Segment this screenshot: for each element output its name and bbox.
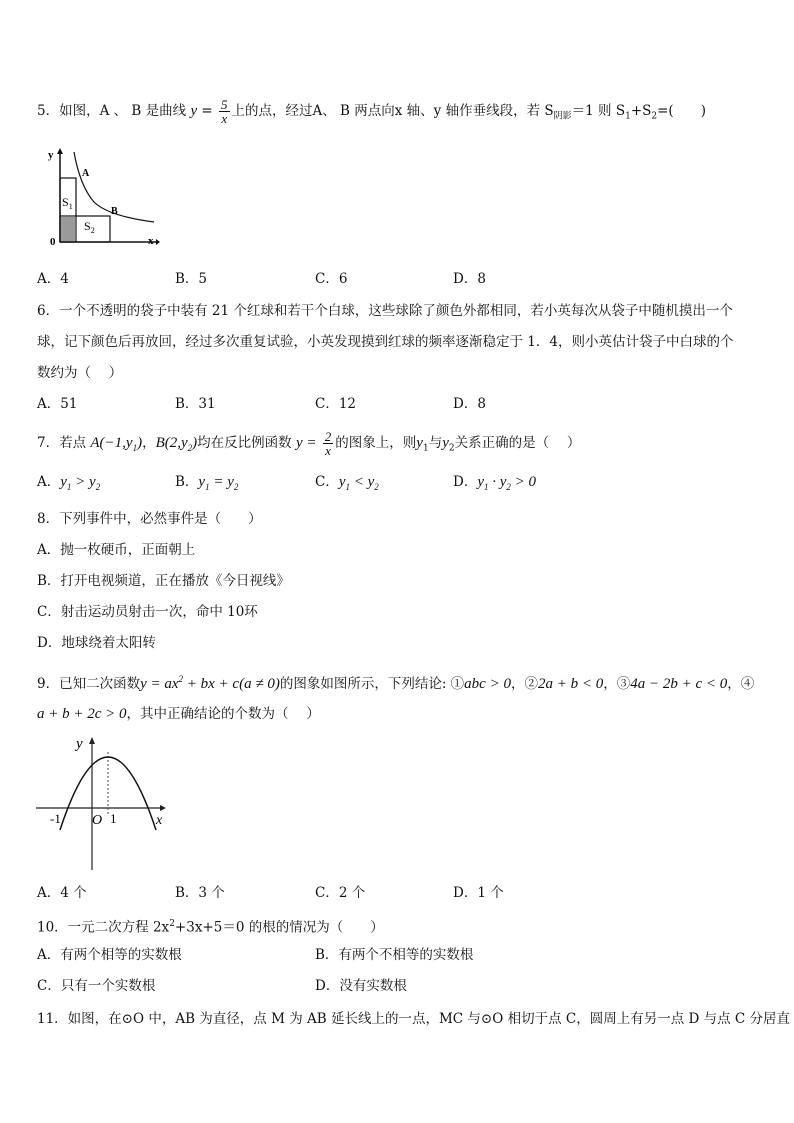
q5-s2-label: $S_2$ [84, 219, 95, 235]
q5-stem: 5．如图，A 、 B 是曲线 y = $\frac{5}{x}$ 上的点，经过A、 B 两点向x 轴、y 轴作垂线段，若 $S_{阴影}=1$ 则 $S_1+S_2=$( ) [37, 97, 706, 126]
q6-option-a[interactable]: A．51 [37, 396, 78, 412]
q9-option-d[interactable]: D．1 个 [453, 885, 504, 901]
q7-point-b: $B(2,y_2)$ [155, 435, 198, 453]
q10-option-b[interactable]: B．有两个不相等的实数根 [315, 947, 474, 963]
q8-option-c[interactable]: C．射击运动员射击一次，命中 10环 [37, 604, 258, 620]
q8-option-a[interactable]: A．抛一枚硬币，正面朝上 [37, 542, 196, 558]
q5-option-b[interactable]: B．5 [175, 271, 208, 287]
q5-option-a[interactable]: A．4 [37, 271, 69, 287]
q5-y-label: y [48, 149, 54, 161]
q11-line-1: 11．如图，在⊙O 中，AB 为直径，点 M 为 AB 延长线上的一点，MC 与⊙O 相切于点 C，圆周上有另一点 D 与点 C 分居直 [37, 1011, 791, 1027]
q5-b-label: B [111, 206, 118, 217]
q5-fraction: $\frac{5}{x}$ [221, 97, 228, 126]
q6-option-d[interactable]: D．8 [453, 396, 486, 412]
q5-x-label: x [148, 235, 154, 247]
q6-option-b[interactable]: B．31 [175, 396, 216, 412]
q6-option-c[interactable]: C．12 [315, 396, 357, 412]
q6-line-1: 6．一个不透明的袋子中装有 21 个红球和若干个白球，这些球除了颜色外都相同，若小英每次从袋子中随机摸出一个 [37, 303, 733, 319]
q10-option-a[interactable]: A．有两个相等的实数根 [37, 947, 182, 963]
q7-option-b[interactable]: B．$y_1 = y_2$ [175, 474, 239, 492]
q8-stem: 8．下列事件中，必然事件是（ ） [37, 511, 262, 527]
q9-option-b[interactable]: B．3 个 [175, 885, 225, 901]
q7-option-c[interactable]: C．$y_1 < y_2$ [315, 474, 379, 492]
q7-option-a[interactable]: A．$y_1 > y_2$ [37, 474, 101, 492]
q9-option-a[interactable]: A．4 个 [37, 885, 87, 901]
q9-option-c[interactable]: C．2 个 [315, 885, 366, 901]
q9-function: $y = ax^2$ + bx + c(a ≠ 0) [140, 674, 280, 692]
q6-line-3: 数约为（ ） [37, 365, 123, 381]
q7-point-a: $A(-1,y_1)$ [90, 435, 143, 453]
q9-x-label: x [156, 813, 163, 828]
q9-one-label: 1 [110, 811, 117, 826]
q9-origin: O [92, 813, 103, 828]
q9-y-label: y [76, 736, 83, 752]
q5-origin: 0 [50, 236, 56, 248]
q6-line-2: 球，记下颜色后再放回，经过多次重复试验，小英发现摸到红球的频率逐渐稳定于 1．4，则小英估计袋子中白球的个 [37, 334, 734, 350]
q5-s1-label: $S_1$ [62, 195, 73, 211]
q10-option-c[interactable]: C．只有一个实数根 [37, 978, 156, 994]
q5-option-c[interactable]: C．6 [315, 271, 348, 287]
q5-figure [44, 146, 160, 250]
q7-option-d[interactable]: D．$y_1 \cdot y_2 > 0$ [453, 474, 537, 492]
q9-neg1-label: -1 [50, 811, 61, 826]
q9-figure [36, 734, 172, 874]
q8-option-d[interactable]: D．地球绕着太阳转 [37, 635, 156, 651]
q7-stem: 7．若点 $A(-1,y_1)$，$B(2,y_2)$均在反比例函数 y = $\frac{2}{x}$ 的图象上，则$y_1$与$y_2$关系正确的是（ ） [37, 429, 581, 458]
q8-option-b[interactable]: B．打开电视频道，正在播放《今日视线》 [37, 573, 290, 589]
q9-line-1: 9．已知二次函数$y = ax^2$ + bx + c(a ≠ 0)的图象如图所示，下列结论: ①abc > 0，②2a + b < 0，③4a − 2b + c < 0，④ [37, 674, 755, 692]
q5-option-d[interactable]: D．8 [453, 271, 486, 287]
q5-a-label: A [82, 168, 90, 179]
q10-option-d[interactable]: D．没有实数根 [315, 978, 407, 994]
q7-fraction: $\frac{2}{x}$ [324, 429, 332, 458]
q9-line-2: a + b + 2c > 0，其中正确结论的个数为（ ） [37, 706, 320, 722]
q10-stem: 10．一元二次方程 $2x^2+3x+5=0$ 的根的情况为（ ） [37, 919, 384, 936]
